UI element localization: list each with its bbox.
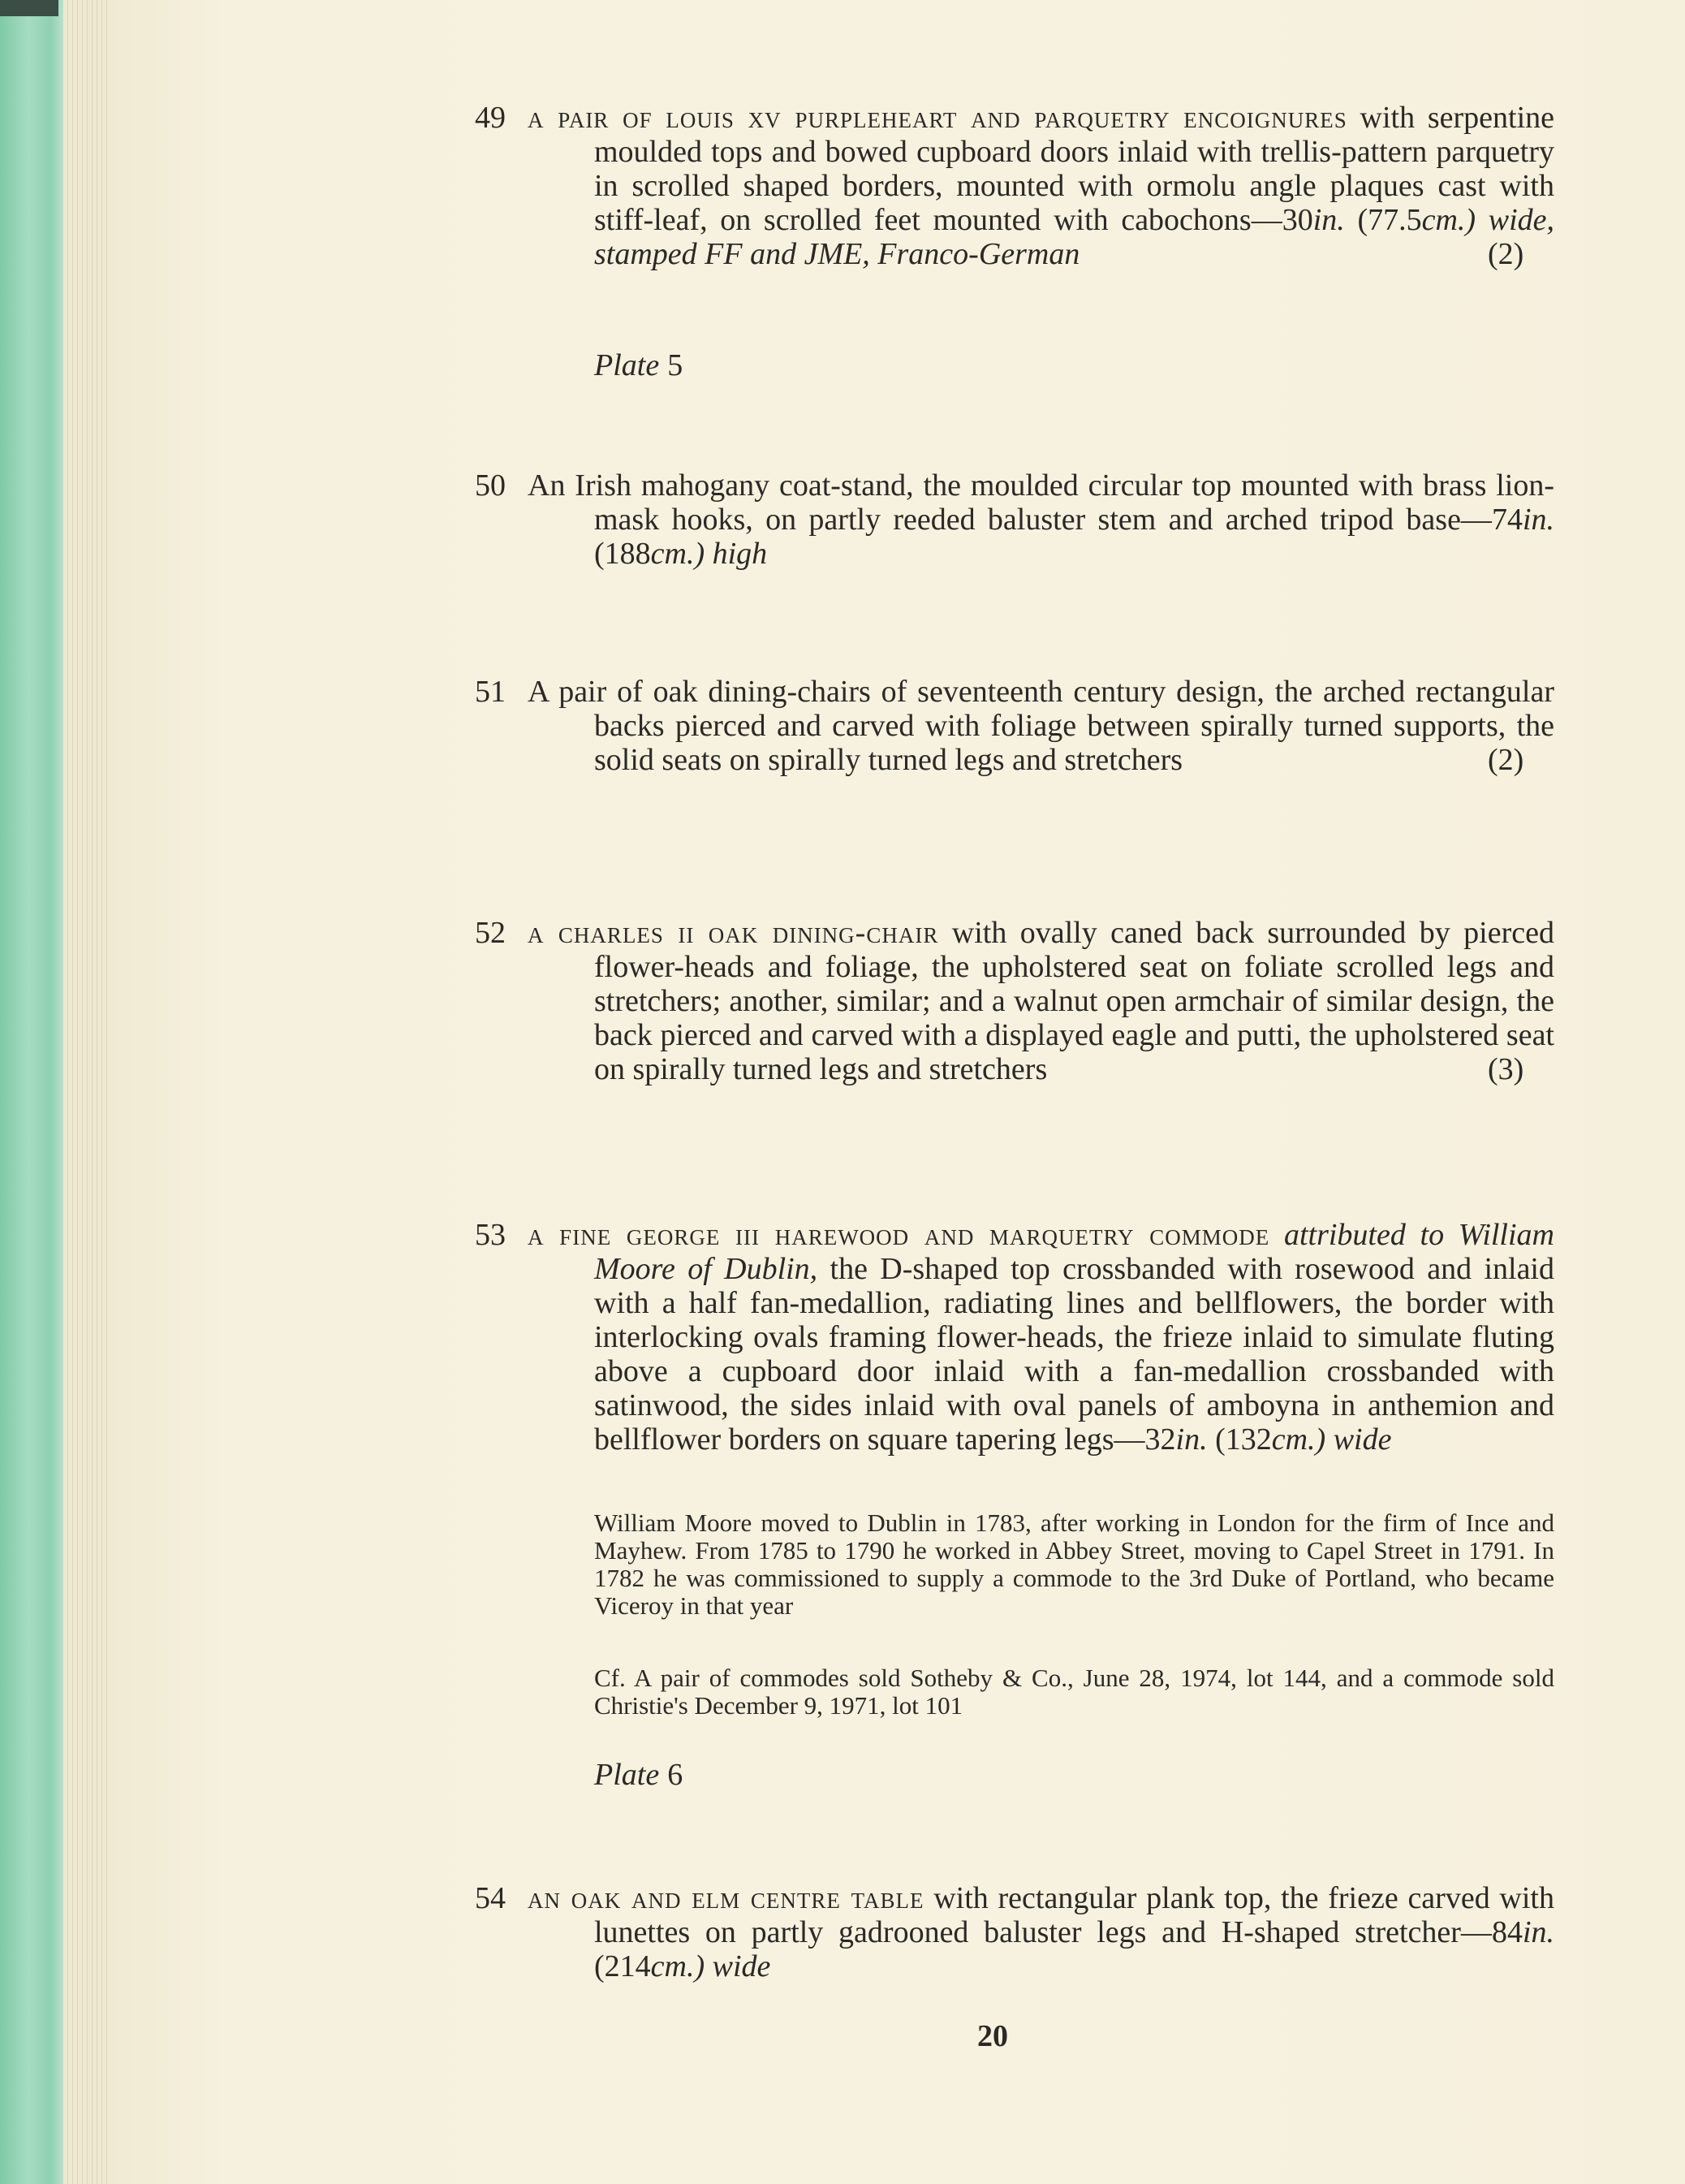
dimension-cm: (214 [594,1949,651,1983]
dimension-inches: 74 [1491,503,1523,537]
dimension-cm-unit: cm.) [650,537,705,571]
lot-number: 50 [475,468,506,503]
lot-description: a charles ii oak dining-chair with ovally caned back surrounded by pierced flower-heads and foliage, the upholstered seat on foliate scrolled legs and stretchers; another, similar; and a walnut open armchair of similar design, the back pierced and carved with a displayed eagle and putti, the upholstered seat on spirally turned legs and stretchers (3) [528,916,1554,1086]
lot-text: the D-shaped top crossbanded with rosewood and inlaid with a half fan-medallion, radiating lines and bellflowers, the border with interlocking ovals framing flower-heads, the frieze inlaid to simulate fluting above a cupboard door inlaid with a fan-medallion crossbanded with satinwood, the sides inlaid with oval panels of amboyna in anthemion and bellflower borders on square tapering legs— [594,1252,1554,1457]
lot-title: an oak and elm centre table [528,1881,924,1915]
dimension-cm: (188 [594,537,651,571]
dimension-cm: (77.5 [1357,203,1422,237]
lot-description: A pair of oak dining-chairs of seventeenth century design, the arched rectangular backs pierced and carved with foliage between spirally turned supports, the solid seats on spirally turned legs and stretchers (2) [528,675,1554,777]
dimension-inches: 30 [1282,203,1313,237]
lot-description [528,468,1554,571]
lot-53 [475,1218,1554,1457]
plate-reference [594,1757,683,1793]
dimension-inches: 32 [1144,1422,1176,1457]
dark-corner-mark [0,0,58,16]
dimension-cm-unit: cm.) [650,1949,705,1983]
lot-number: 54 [475,1881,506,1915]
lot-text: with ovally caned back surrounded by pierced flower-heads and foliage, the upholstered seat on foliate scrolled legs and stretchers; another, similar; and a walnut open armchair of similar design, the back pierced and carved with a displayed eagle and putti, the upholstered seat on spirally turned legs and stretchers [594,916,1554,1086]
lot-text: A pair of oak dining-chairs of seventeenth century design, the arched rectangular backs pierced and carved with foliage between spirally turned supports, the solid seats on spirally turned legs and stretchers [528,675,1554,777]
plate-number: 6 [667,1758,683,1792]
lot-description: a pair of louis xv purpleheart and parquetry encoignures with serpentine moulded tops and bowed cupboard doors inlaid with trellis-pattern parquetry in scrolled shaped borders, mounted with ormolu angle plaques cast with stiff-leaf, on scrolled feet mounted with cabochons—30in. (77.5cm.) wide, stamped FF and JME, Franco-German (2) [528,101,1555,271]
lot-description [528,1881,1554,1983]
plate-label: Plate [594,348,660,382]
dimension-cm-unit: cm.) [1271,1422,1326,1457]
lot-text: with serpentine moulded tops and bowed cupboard doors inlaid with trellis-pattern parquetry in scrolled shaped borders, mounted with ormolu angle plaques cast with stiff-leaf, on scrolled feet mounted with cabochons— [594,101,1555,237]
lot-suffix: high [705,537,768,571]
page-number: 20 [977,2019,1008,2053]
lot-49 [475,101,1554,271]
catalogue-page [107,0,1685,2184]
lot-title: a charles ii oak dining-chair [528,916,939,950]
lot-note-reference: Cf. A pair of commodes sold Sotheby & Co., June 28, 1974, lot 144, and a commode sold Christie's December 9, 1971, lot 101 [594,1664,1554,1720]
dimension-inches-unit: in. [1175,1422,1208,1457]
lot-54 [475,1881,1554,1983]
lot-number: 51 [475,675,506,709]
dimension-inches: 84 [1491,1915,1523,1949]
lot-number: 52 [475,916,506,950]
lot-description [528,1218,1554,1457]
dimension-inches-unit: in. [1522,503,1554,537]
green-cover-edge [0,0,63,2184]
dimension-inches-unit: in. [1522,1915,1554,1949]
lot-title: a pair of louis xv purpleheart and parquetry encoignures [528,101,1347,135]
page-edges [63,0,107,2184]
lot-suffix: wide, stamped FF and JME, Franco-German [594,203,1554,271]
plate-number: 5 [667,348,683,382]
lot-attribution: attributed to William Moore of Dublin, [594,1218,1554,1286]
lot-text: An Irish mahogany coat-stand, the moulded circular top mounted with brass lion-mask hooks, on partly reeded baluster stem and arched tripod base— [528,468,1554,537]
lot-suffix: wide [1325,1422,1392,1457]
dimension-cm-unit: cm.) [1421,203,1476,237]
lot-note-provenance: William Moore moved to Dublin in 1783, after working in London for the firm of Ince and Mayhew. From 1785 to 1790 he worked in Abbey Street, moving to Capel Street in 1791. In 1782 he was commissioned to supply a commode to the 3rd Duke of Portland, who became Viceroy in that year [594,1509,1554,1620]
lot-50 [475,468,1554,571]
lot-number: 53 [475,1218,506,1252]
dimension-inches-unit: in. [1312,203,1345,237]
lot-text: with rectangular plank top, the frieze carved with lunettes on partly gadrooned baluster legs and H-shaped stretcher— [594,1881,1554,1949]
lot-51 [475,675,1554,777]
lot-number: 49 [475,101,506,135]
plate-reference [594,347,683,383]
plate-label: Plate [594,1758,660,1792]
dimension-cm: (132 [1215,1422,1272,1457]
lot-title: a fine george iii harewood and marquetry commode [528,1218,1270,1252]
lot-suffix: wide [705,1949,771,1983]
lot-52 [475,916,1554,1086]
